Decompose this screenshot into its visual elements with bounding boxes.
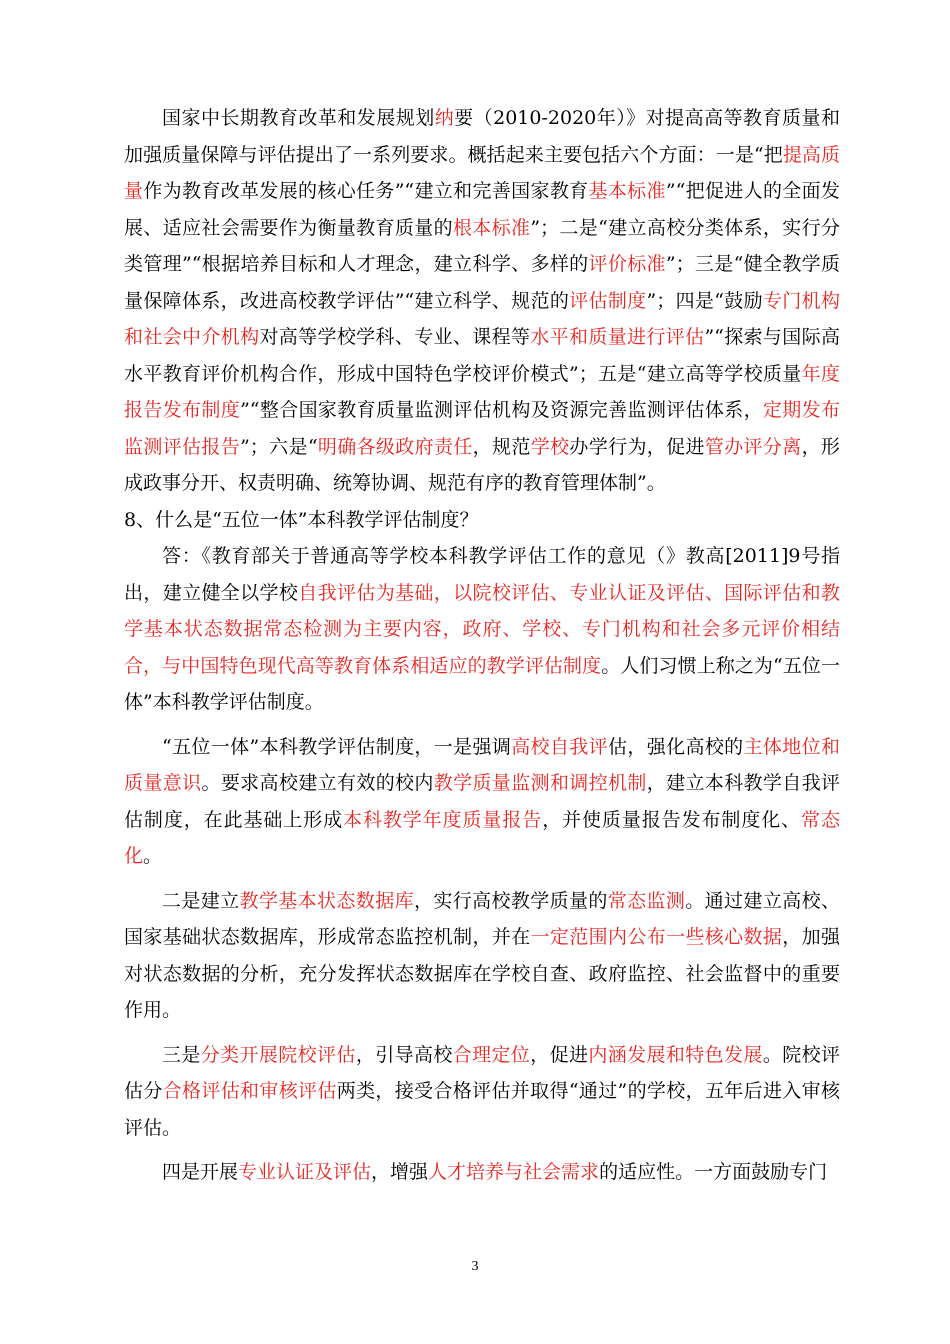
paragraph-point-3 (124, 1037, 840, 1147)
paragraph-point-2 (124, 883, 840, 1029)
highlighted-text: 专业认证及评估 (238, 1161, 372, 1183)
body-text: ，规范 (472, 435, 531, 458)
body-text: ”“探索与国际高水平教育评价机构合作，形成中国特色学校评价模式”；五是“建立高等学校质量 (124, 326, 840, 385)
highlighted-text: 人才培养与社会需求 (428, 1161, 600, 1183)
highlighted-text: 常态化 (124, 808, 840, 867)
highlighted-text: 评估制度 (569, 289, 647, 312)
body-text: 。通过建立高校、国家基础状态数据库，形成常态监控机制，并在 (124, 889, 840, 948)
body-text: 国家中长期教育改革和发展规划 (162, 107, 435, 129)
highlighted-text: 自我评估为基础，以院校评估、专业认证及评估、国际评估和教学基本状态数据常态检测为主要内容，政府、学校、专门机构和社会多元评价相结合，与中国特色现代高等教育体系相适应的教学评估制度 (124, 581, 840, 677)
body-text: ”；三是“健全教学质量保障体系，改进高校教学评估”“建立科学、规范的 (124, 253, 840, 312)
highlighted-text: 教学基本状态数据库 (239, 889, 414, 912)
highlighted-text: 基本标准 (588, 180, 666, 202)
body-text: ，加强对状态数据的分析，充分发挥状态数据库在学校自查、政府监控、社会监督中的重要作用。 (124, 926, 840, 1021)
body-text: ，引导高校 (355, 1043, 453, 1066)
body-text: 两类，接受合格评估并取得“通过”的学校，五年后进入审核评估。 (124, 1080, 840, 1139)
highlighted-text: 合格评估和审核评估 (162, 1080, 337, 1102)
highlighted-text: 评价标准 (588, 253, 666, 275)
highlighted-text: 常态监测 (607, 889, 686, 912)
highlighted-text: 高校自我评 (511, 735, 609, 758)
highlighted-text: 主体地位和质量意识 (124, 735, 840, 794)
body-text: ，建立本科教学自我评估制度，在此基础上形成 (124, 772, 840, 831)
body-text: ”；六是“ (240, 435, 318, 458)
paragraph-point-4 (124, 1154, 840, 1191)
body-text: 答：《教育部关于普通高等学校本科教学评估工作的意见（》教高[2011]9号指出，建立健全以学校 (124, 545, 840, 604)
body-text: ，促进 (530, 1043, 589, 1066)
body-text: 估，强化高校的 (608, 735, 744, 758)
body-text: 。人们习惯上称之为“五位一体”本科教学评估制度。 (124, 654, 840, 713)
body-text: “五位一体”本科教学评估制度，一是强调 (162, 735, 512, 758)
highlighted-text: 分类开展院校评估 (200, 1043, 356, 1066)
paragraph-outline-requirements (124, 100, 840, 502)
highlighted-text: 合理定位 (452, 1043, 531, 1066)
highlighted-text: 水平和质量进行评估 (530, 326, 705, 348)
body-text: ，实行高校教学质量的 (413, 889, 608, 912)
body-text: 8、什么是“五位一体”本科教学评估制度？ (124, 508, 479, 531)
page-number: 3 (471, 1259, 479, 1274)
document-body (124, 100, 840, 1191)
body-text: 作为教育改革发展的核心任务”“建立和完善国家教育 (143, 180, 589, 202)
highlighted-text: 专门机构和社会中介机构 (124, 289, 840, 348)
highlighted-text: 纳 (434, 107, 455, 129)
paragraph-point-1 (124, 729, 840, 875)
body-text: 对高等学校学科、专业、课程等 (259, 326, 531, 348)
body-text: 办学行为，促进 (569, 435, 705, 458)
body-text: ，并使质量报告发布制度化、 (542, 808, 802, 831)
highlighted-text: 年度报告发布制度 (124, 362, 840, 421)
body-text: 三是 (162, 1043, 201, 1066)
body-text: ，形成政事分开、权责明确、统筹协调、规范有序的教育管理体制”。 (124, 435, 840, 494)
body-text: ”；四是“鼓励 (646, 289, 763, 312)
highlighted-text: 一定范围内公布一些核心数据 (530, 926, 783, 948)
highlighted-text: 明确各级政府责任 (317, 435, 473, 458)
body-text: 。院校评估分 (124, 1043, 840, 1102)
body-text: 二是建立 (162, 889, 240, 912)
highlighted-text: 内涵发展和特色发展 (588, 1043, 763, 1066)
body-text: 的适应性。一方面鼓励专门 (599, 1161, 828, 1183)
body-text: ，增强 (371, 1161, 429, 1183)
highlighted-text: 教学质量监测和调控机制 (433, 772, 647, 794)
highlighted-text: 本科教学年度质量报告 (343, 808, 543, 831)
paragraph-question-8 (124, 502, 840, 539)
body-text: 要（2010-2020年）》对提高高等教育质量和加强质量保障与评估提出了一系列要求。概括起来主要包括六个方面：一是“把 (124, 107, 840, 166)
paragraph-answer (124, 538, 840, 721)
highlighted-text: 定期发布监测评估报告 (124, 399, 840, 458)
body-text: ”；二是“建立高校分类体系，实行分类管理”“根据培养目标和人才理念，建立科学、多样的 (124, 216, 840, 275)
body-text: 。 (143, 845, 163, 867)
body-text: 。要求高校建立有效的校内 (201, 772, 434, 794)
body-text: 四是开展 (162, 1161, 239, 1183)
highlighted-text: 管办评分离 (704, 435, 802, 458)
highlighted-text: 学校 (530, 435, 570, 458)
highlighted-text: 根本标准 (452, 216, 531, 239)
highlighted-text: 提高质量 (124, 143, 840, 202)
body-text: ”“整合国家教育质量监测评估机构及资源完善监测评估体系， (240, 399, 763, 421)
body-text: ”“把促进人的全面发展、适应社会需要作为衡量教育质量的 (124, 180, 840, 239)
